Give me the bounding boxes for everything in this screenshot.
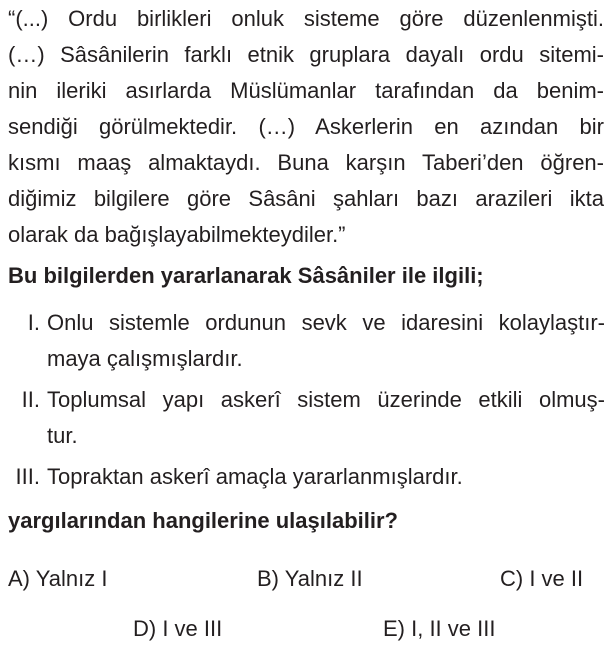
statement-text: Toplumsal yapı askerî sistem üzerinde etkili olmuş- — [47, 387, 605, 412]
passage-line: nin ileriki asırlarda Müslümanlar tarafından da benim- — [8, 78, 604, 103]
statement-number: II. — [21, 387, 40, 412]
passage-line: “(...) Ordu birlikleri onluk sisteme göre düzenlenmişti. — [8, 6, 604, 31]
answer-option-c[interactable]: C) I ve II — [500, 566, 584, 591]
answer-option-d[interactable]: D) I ve III — [133, 616, 223, 641]
passage-line: sendiği görülmektedir. (…) Askerlerin en azından bir — [8, 114, 604, 139]
statement-text: Onlu sistemle ordunun sevk ve idaresini kolaylaştır- — [47, 310, 605, 335]
statement-text: tur. — [47, 423, 78, 448]
statement-number: III. — [15, 464, 40, 489]
statement-text: maya çalışmışlardır. — [47, 346, 243, 371]
passage-line: olarak da bağışlayabilmekteydiler.” — [8, 222, 346, 247]
answer-option-b[interactable]: B) Yalnız II — [257, 566, 363, 591]
statement-text: Topraktan askerî amaçla yararlanmışlardır. — [47, 464, 463, 489]
passage-line: diğimiz bilgilere göre Sâsâni şahları bazı arazileri ikta — [8, 186, 604, 211]
passage-line: (…) Sâsânilerin farklı etnik gruplara dayalı ordu sitemi- — [8, 42, 604, 67]
question-prompt: yargılarından hangilerine ulaşılabilir? — [8, 508, 398, 533]
answer-option-a[interactable]: A) Yalnız I — [8, 566, 108, 591]
passage-line: kısmı maaş almaktaydı. Buna karşın Taberi’den öğren- — [8, 150, 604, 175]
statement-number: I. — [27, 310, 40, 335]
question-stem: Bu bilgilerden yararlanarak Sâsâniler ile ilgili; — [8, 263, 484, 288]
answer-option-e[interactable]: E) I, II ve III — [383, 616, 496, 641]
